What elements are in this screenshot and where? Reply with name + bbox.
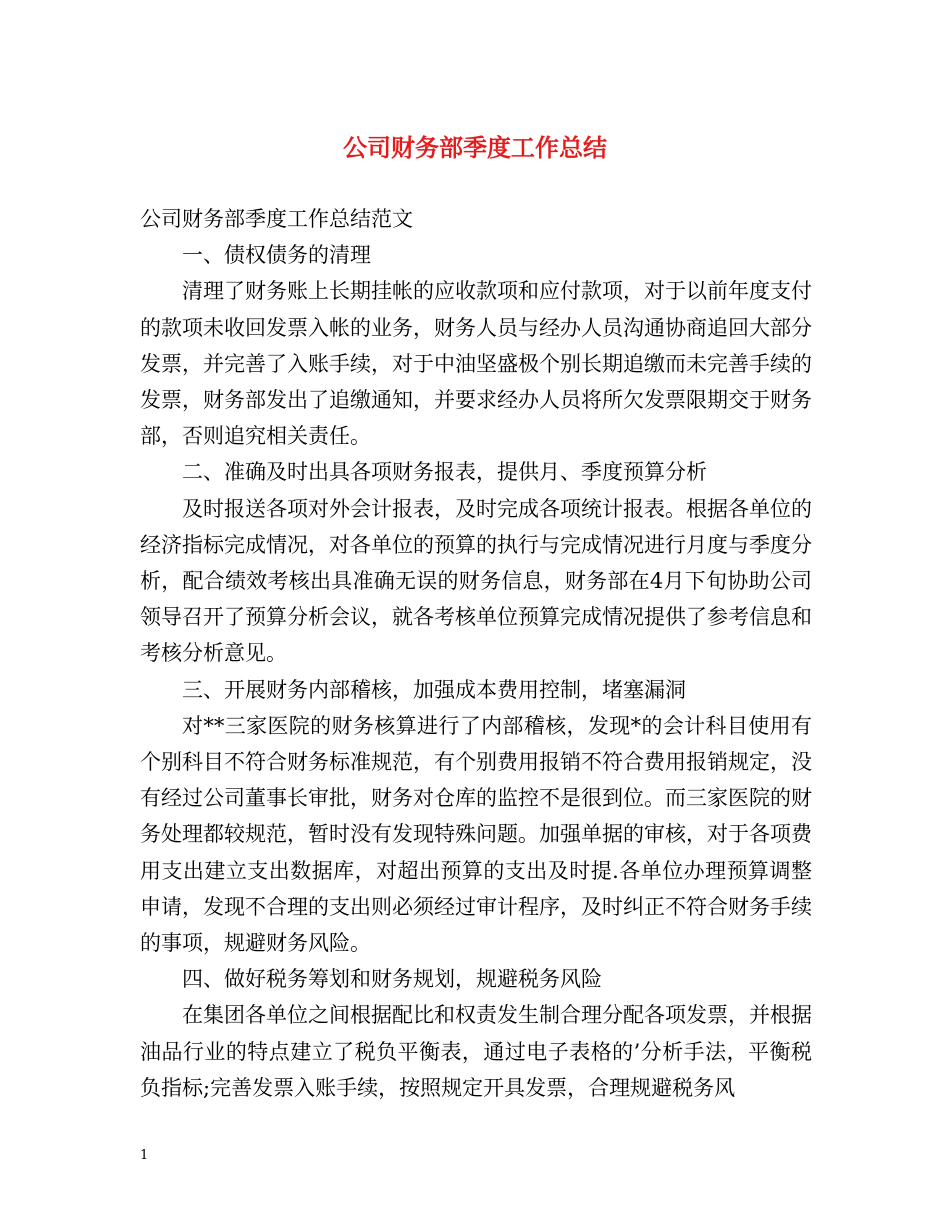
- section-heading-4: 四、做好税务筹划和财务规划，规避税务风险: [182, 967, 602, 992]
- document-subtitle: 公司财务部季度工作总结范文: [140, 207, 413, 231]
- section-heading-2: 二、准确及时出具各项财务报表，提供月、季度预算分析: [182, 460, 707, 485]
- page-number: 1: [140, 1148, 149, 1163]
- document-body: [140, 201, 812, 1106]
- section-paragraph-1: 清理了财务账上长期挂帐的应收款项和应付款项，对于以前年度支付的款项未收回发票入帐的业务，财务人员与经办人员沟通协商追回大部分发票，并完善了入账手续，对于中油坚盛极个别长期追缴而未完善手续的发票，财务部发出了追缴通知，并要求经办人员将所欠发票限期交于财务部，否则追究相关责任。: [140, 279, 812, 449]
- section-heading-1: 一、债权债务的清理: [182, 243, 371, 268]
- document-title: 公司财务部季度工作总结: [343, 133, 607, 162]
- section-paragraph-2: 及时报送各项对外会计报表，及时完成各项统计报表。根据各单位的经济指标完成情况，对各单位的预算的执行与完成情况进行月度与季度分析，配合绩效考核出具准确无误的财务信息，财务部在4月下旬协助公司领导召开了预算分析会议，就各考核单位预算完成情况提供了参考信息和考核分析意见。: [140, 496, 812, 666]
- section-heading-3: 三、开展财务内部稽核，加强成本费用控制，堵塞漏洞: [182, 677, 686, 702]
- section-paragraph-4: 在集团各单位之间根据配比和权责发生制合理分配各项发票，并根据油品行业的特点建立了税负平衡表，通过电子表格的’分析手法，平衡税负指标;完善发票入账手续，按照规定开具发票，合理规避税务风: [140, 1003, 812, 1100]
- section-paragraph-3: 对**三家医院的财务核算进行了内部稽核，发现*的会计科目使用有个别科目不符合财务标准规范，有个别费用报销不符合费用报销规定，没有经过公司董事长审批，财务对仓库的监控不是很到位。而三家医院的财务处理都较规范，暂时没有发现特殊问题。加强单据的审核，对于各项费用支出建立支出数据库，对超出预算的支出及时提.各单位办理预算调整申请，发现不合理的支出则必须经过审计程序，及时纠正不符合财务手续的事项，规避财务风险。: [140, 713, 812, 956]
